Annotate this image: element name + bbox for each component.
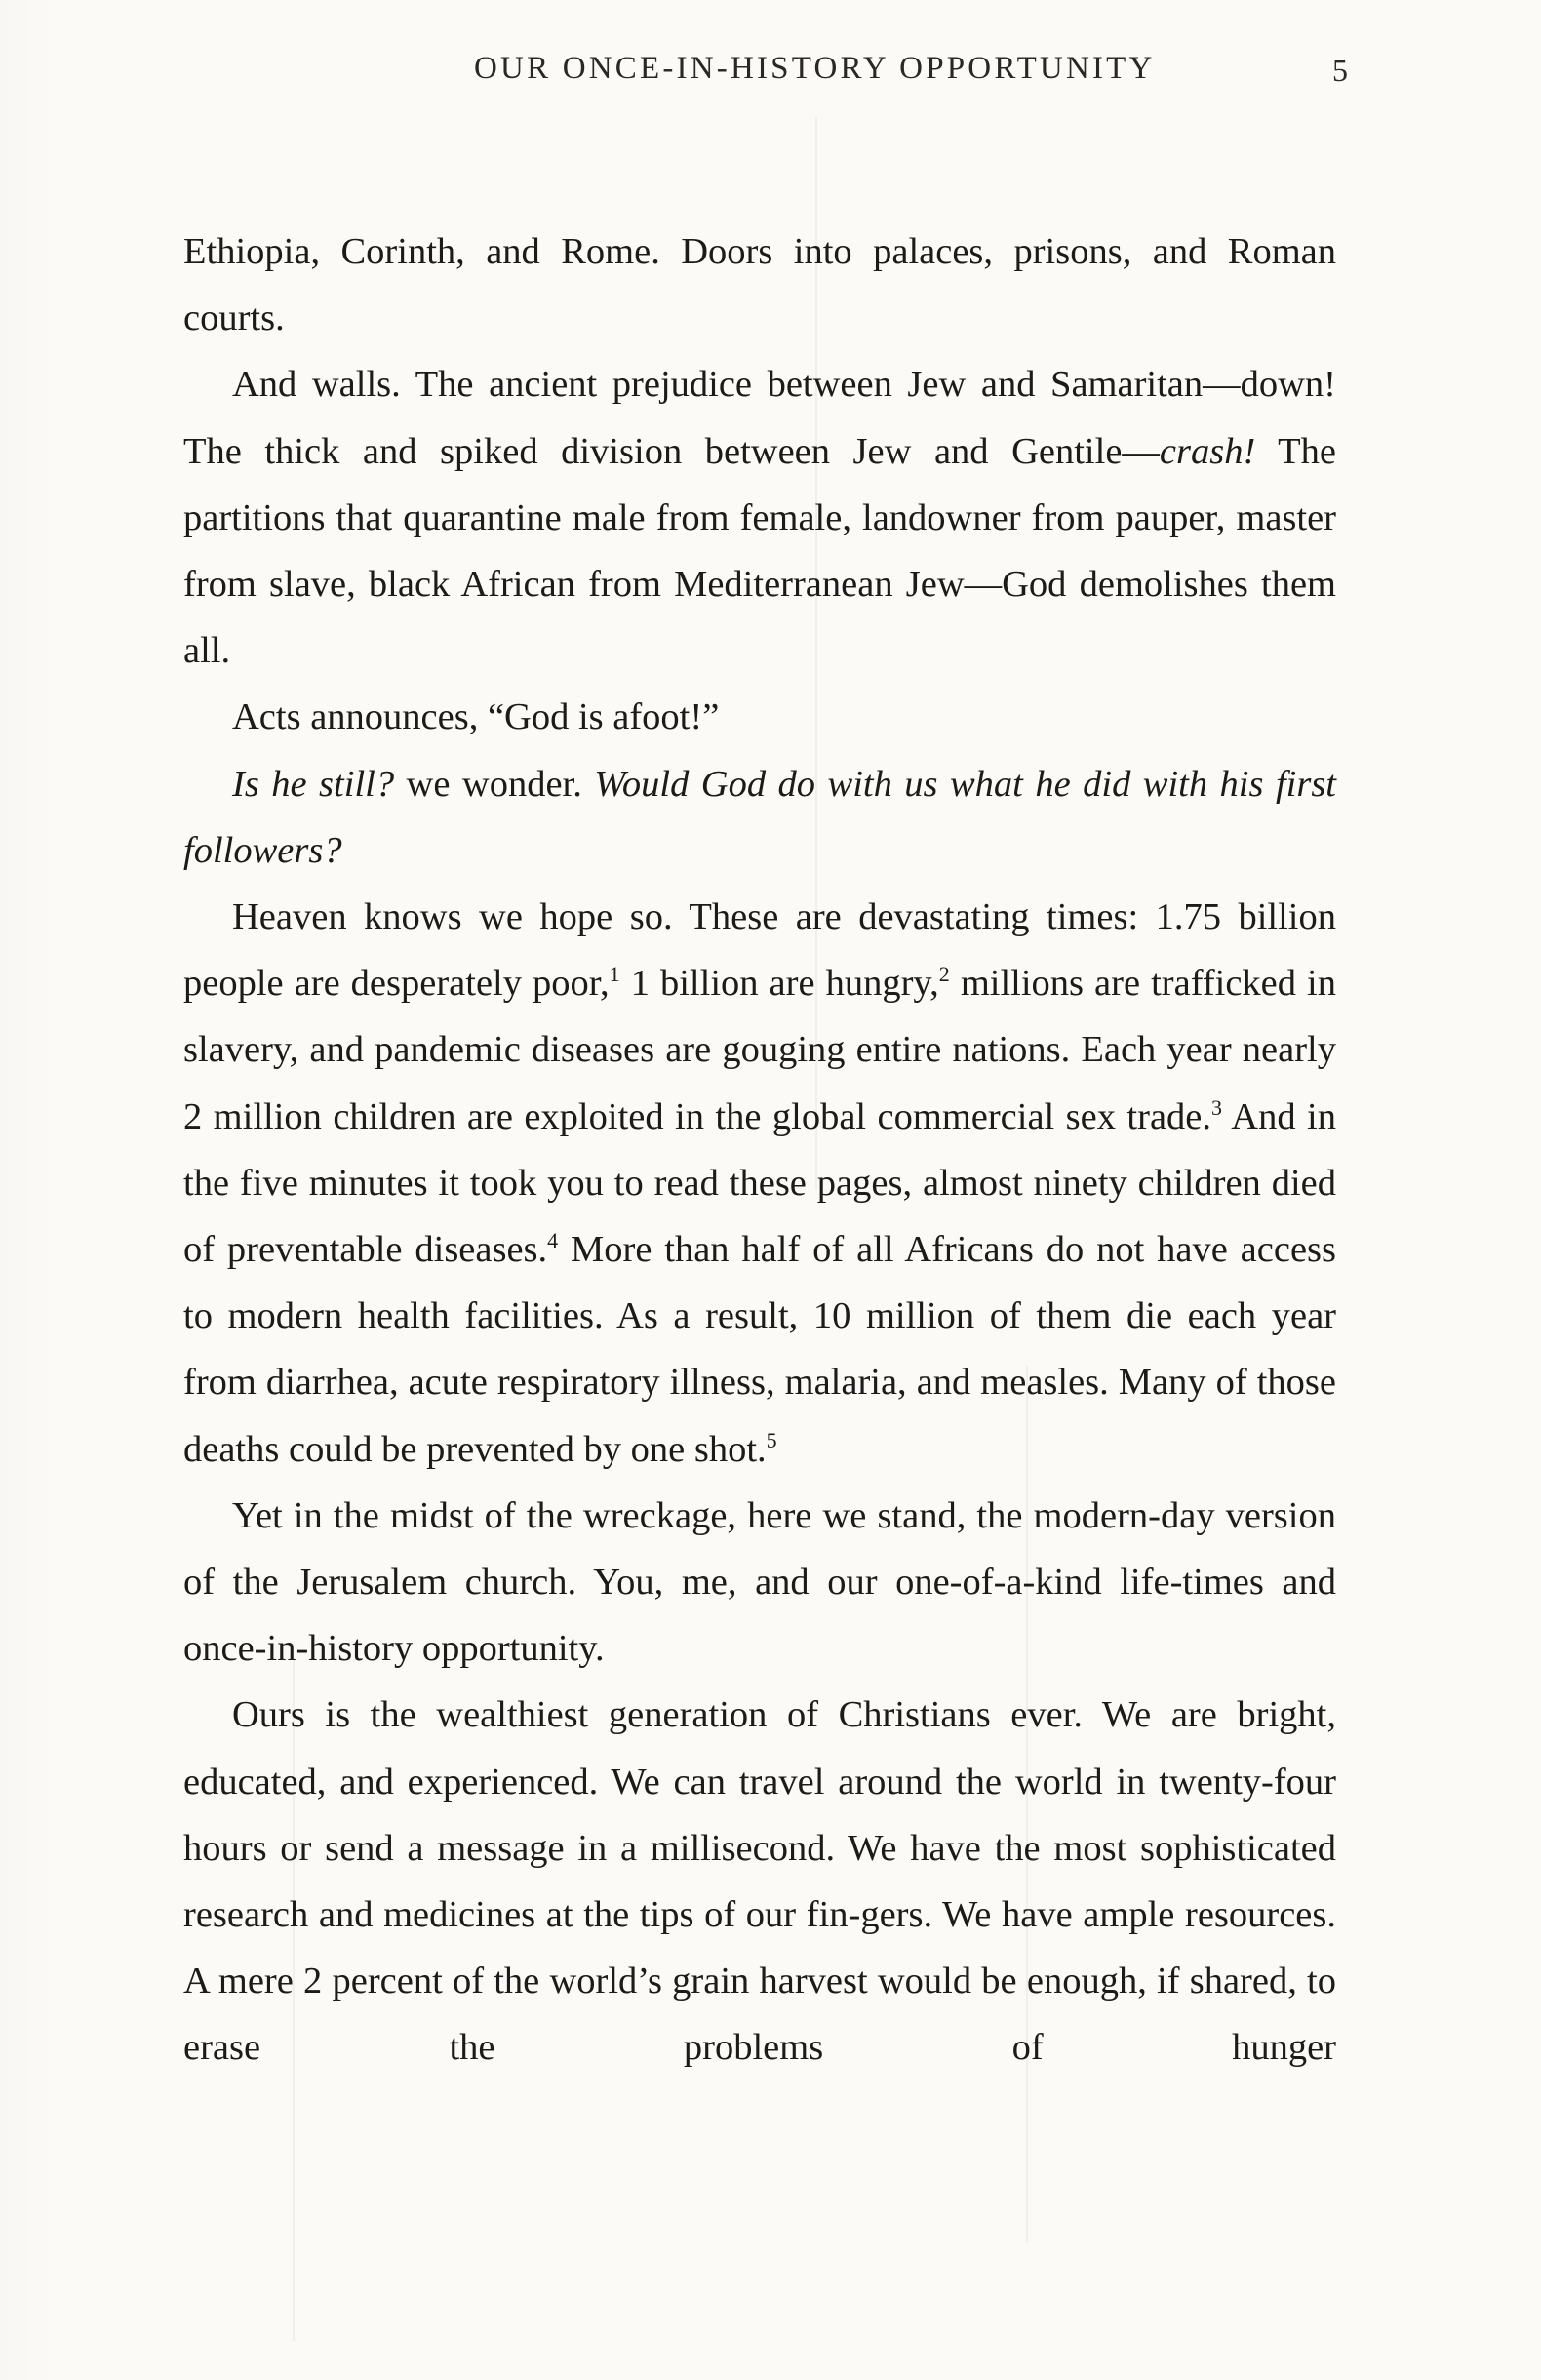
italic-emphasis: Is he still? (232, 763, 395, 805)
paragraph (183, 684, 1336, 750)
paragraph (183, 351, 1336, 684)
paragraph (183, 1682, 1336, 2081)
italic-emphasis: Would God do with us what he did with his first followers? (183, 763, 1337, 871)
italic-emphasis: crash! (1159, 430, 1256, 472)
text-segment: More than half of all Africans do not have access to modern health facilities. As a result, 10 million of them die each year from diarrhea, acute respiratory illness, malaria, and measles. Many of those deaths could be prevented by one shot. (183, 1229, 1337, 1470)
text-segment: Acts announces, “God is afoot!” (232, 696, 720, 738)
paragraph (183, 751, 1336, 884)
body-text (183, 218, 1336, 2082)
footnote-ref[interactable]: 2 (938, 962, 950, 987)
text-segment: millions are trafficked in slavery, and pandemic diseases are gouging entire nations. Each year nearly 2 million children are exploited in the global commercial sex trade. (183, 963, 1336, 1137)
paragraph (183, 1483, 1336, 1683)
text-segment: Yet in the midst of the wreckage, here we stand, the modern-day version of the Jerusalem church. You, me, and our one-of-a-kind life-times and once-in-history opportunity. (183, 1494, 1336, 1670)
paragraph (183, 884, 1336, 1483)
text-segment: we wonder. (394, 763, 595, 805)
text-segment: And in the five minutes it took you to read these pages, almost ninety children died of preventable diseases. (183, 1095, 1336, 1271)
running-title: OUR ONCE-IN-HISTORY OPPORTUNITY (474, 51, 1156, 86)
text-segment: The partitions that quarantine male from female, landowner from pauper, master from slave, black African from Mediterranean Jew—God demolishes them all. (183, 430, 1337, 672)
footnote-ref[interactable]: 1 (609, 962, 620, 987)
text-segment: And walls. The ancient prejudice between Jew and Samaritan—down! The thick and spiked division between Jew and Gentile— (183, 364, 1336, 472)
text-segment: Heaven knows we hope so. These are devastating times: 1.75 billion people are desperately poor, (183, 896, 1336, 1005)
footnote-ref[interactable]: 4 (547, 1228, 559, 1253)
page-number: 5 (1332, 53, 1348, 88)
paragraph (183, 218, 1336, 351)
text-segment: Ethiopia, Corinth, and Rome. Doors into palaces, prisons, and Roman courts. (183, 231, 1336, 339)
running-header (474, 51, 1371, 99)
footnote-ref[interactable]: 5 (766, 1427, 777, 1452)
footnote-ref[interactable]: 3 (1211, 1094, 1222, 1120)
text-segment: 1 billion are hungry, (619, 963, 939, 1005)
text-segment: Ours is the wealthiest generation of Christians ever. We are bright, educated, and experienced. We can travel around the world in twenty-four hours or send a message in a millisecond. We have the most sophisticated research and medicines at the tips of our fin-gers. We have ample resources. A mere 2 percent of the world’s grain harvest would be enough, if shared, to erase the problems of hunger (183, 1694, 1336, 2069)
